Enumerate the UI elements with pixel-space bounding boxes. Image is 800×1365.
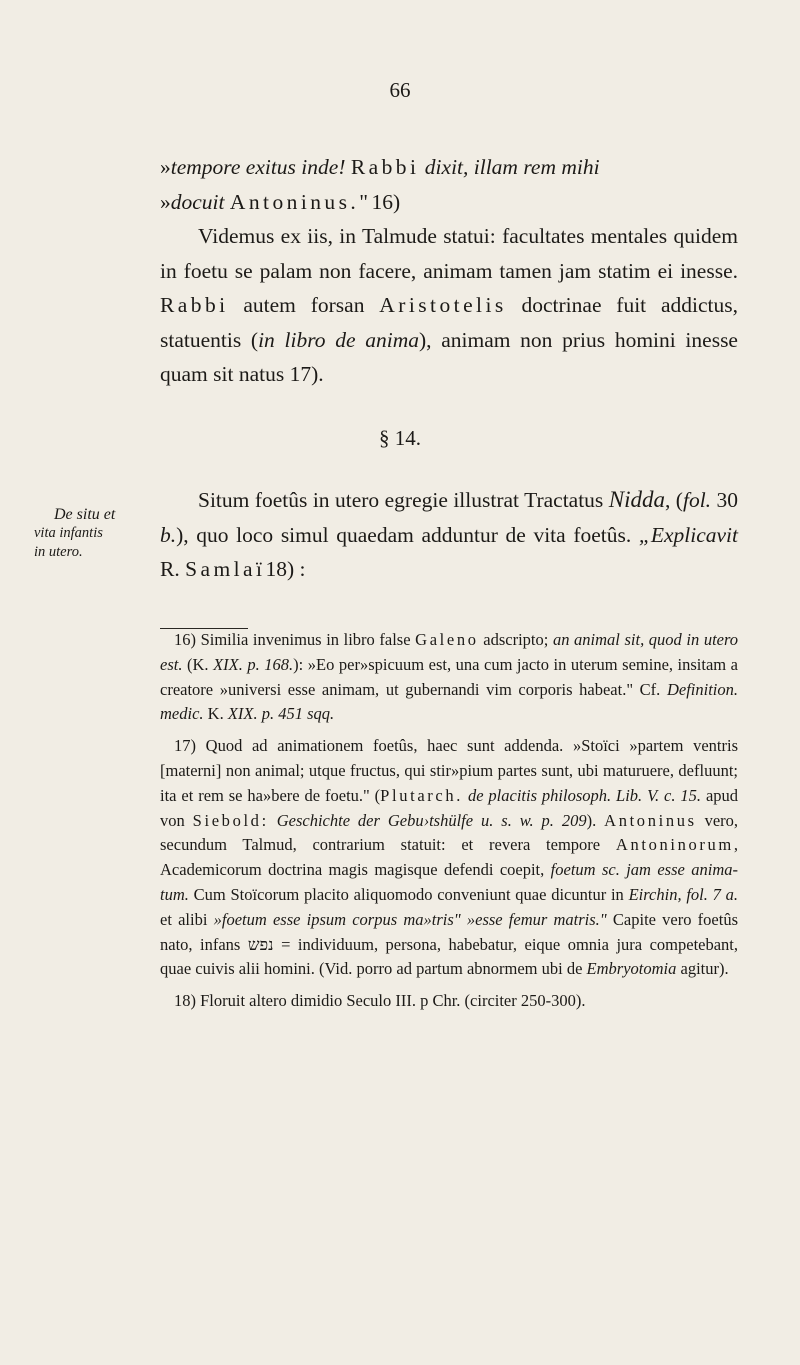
text: 17) Quod ad animationem foetûs, haec sunt addenda. »Stoïci »partem ventris [materni] non animal; utque fructus, qui stir»pium partes sunt, ubi maturuere, defluunt; ita et rem se ha»bere de foetu." ( bbox=[160, 736, 738, 805]
name-antoninus: Antoninus." bbox=[229, 189, 372, 214]
quote-text: docuit bbox=[170, 189, 225, 214]
footnote-ref: 16) bbox=[371, 189, 401, 214]
quote-text: tempore exitus inde! bbox=[170, 155, 346, 179]
main-text bbox=[160, 150, 738, 392]
margin-note-line: in utero. bbox=[34, 544, 83, 560]
margin-note bbox=[34, 505, 154, 562]
text: apud von bbox=[160, 785, 739, 830]
italic-text: Definition. medic. bbox=[160, 679, 738, 724]
text: 30 bbox=[716, 488, 738, 512]
paragraph-1 bbox=[160, 150, 738, 219]
text: Videmus ex iis, in Talmude statui: facultates mentales quidem in foetu se palam non facere, animam tamen jam statim ei inesse. bbox=[160, 224, 738, 283]
italic-text: b. bbox=[160, 522, 177, 547]
footnotes bbox=[160, 626, 738, 1014]
italic-text: »foetum esse ipsum corpus ma»tris" »esse femur matris." bbox=[213, 909, 607, 929]
name-antoninorum: Antoninorum bbox=[615, 835, 734, 855]
text: Cum Stoïcorum placito aliquomodo conveniunt quae dicuntur in bbox=[193, 884, 624, 904]
text: agitur). bbox=[680, 959, 729, 979]
text: Situm foetûs in utero egregie illustrat Tractatus bbox=[198, 488, 604, 512]
text: K. bbox=[207, 704, 224, 724]
footnote-ref: 18) : bbox=[265, 557, 306, 581]
text: 18) Floruit altero dimidio Seculo III. p Chr. (circiter 250-300). bbox=[174, 991, 586, 1011]
italic-text: in libro de anima bbox=[258, 327, 419, 352]
italic-text: „Explicavit bbox=[638, 522, 738, 547]
name-plutarch: Plutarch. bbox=[380, 785, 464, 805]
name-antoninus: Antoninus bbox=[604, 810, 697, 830]
footnote-18 bbox=[160, 989, 738, 1014]
italic-text: Eirchin, fol. 7 a. bbox=[628, 884, 739, 904]
text: ). bbox=[586, 810, 597, 830]
italic-text: an animal sit, quod in utero est. bbox=[160, 630, 739, 674]
footnote-16 bbox=[160, 628, 738, 727]
margin-note-line: De situ et bbox=[54, 506, 116, 523]
paragraph-3 bbox=[160, 483, 738, 587]
text: autem forsan bbox=[243, 293, 365, 317]
italic-text: XIX. p. 451 sqq. bbox=[227, 704, 335, 724]
text: (K. bbox=[187, 654, 209, 674]
text: = individuum, persona, habebatur, eique omnia jura competebant, quae cuivis alii homini. (Vid. porro ad partum abnormem ubi de bbox=[160, 934, 739, 979]
text: adscripto; bbox=[483, 630, 549, 649]
text: ), animam non prius homini inesse quam sit natus bbox=[160, 327, 738, 386]
text: , ( bbox=[664, 488, 683, 512]
name-samlai: Samlaï bbox=[185, 557, 266, 581]
margin-note-line: vita infantis bbox=[34, 525, 103, 541]
text: R. bbox=[160, 557, 180, 581]
text: ), quo loco simul quaedam adduntur de vita foetûs. bbox=[176, 522, 632, 547]
name-rabbi: Rabbi bbox=[160, 293, 229, 317]
italic-text: Geschichte der Gebu›tshülfe u. s. w. p. 209 bbox=[276, 810, 587, 830]
text: et alibi bbox=[160, 909, 208, 929]
paragraph-2 bbox=[160, 219, 738, 392]
quote-mark: » bbox=[160, 189, 171, 214]
text: 16) Similia invenimus in libro false bbox=[174, 630, 411, 649]
quote-text: dixit, illam rem mihi bbox=[424, 155, 600, 179]
footnote-ref: 17). bbox=[289, 362, 324, 386]
text: Capite vero foetûs nato, infans bbox=[160, 909, 738, 954]
page-number: 66 bbox=[389, 78, 411, 102]
italic-text: Nidda bbox=[608, 487, 665, 512]
footnote-17 bbox=[160, 734, 738, 982]
section-body bbox=[160, 483, 738, 587]
italic-text: foetum sc. jam esse animatum. bbox=[160, 860, 738, 904]
text: doctrinae fuit addictus, statuentis ( bbox=[160, 293, 738, 352]
text: vero, secundum Talmud, contrarium statuit: et revera tempore bbox=[160, 810, 739, 855]
hebrew-word: נפש bbox=[247, 934, 274, 954]
name-galeno: Galeno bbox=[415, 630, 479, 649]
name-siebold: Siebold: bbox=[192, 810, 269, 830]
text: ): »Eo per»spicuum est, una cum jacto in uterum semine, insitam a creatore »universi esse animam, ut gubernandi vim corporis habeat." Cf. bbox=[160, 654, 738, 699]
italic-text: XIX. p. 168. bbox=[213, 654, 294, 674]
section-heading: § 14. bbox=[379, 426, 421, 450]
name-aristoteles: Aristotelis bbox=[379, 293, 507, 317]
text: , Academicorum doctrina magis magisque defendi coepit, bbox=[160, 835, 738, 880]
quote-mark: » bbox=[160, 155, 171, 179]
italic-text: Embryotomia bbox=[586, 959, 677, 979]
italic-text: de placitis philosoph. Lib. V. c. 15. bbox=[467, 785, 702, 805]
name-rabbi: Rabbi bbox=[350, 155, 420, 179]
italic-text: fol. bbox=[682, 488, 712, 512]
